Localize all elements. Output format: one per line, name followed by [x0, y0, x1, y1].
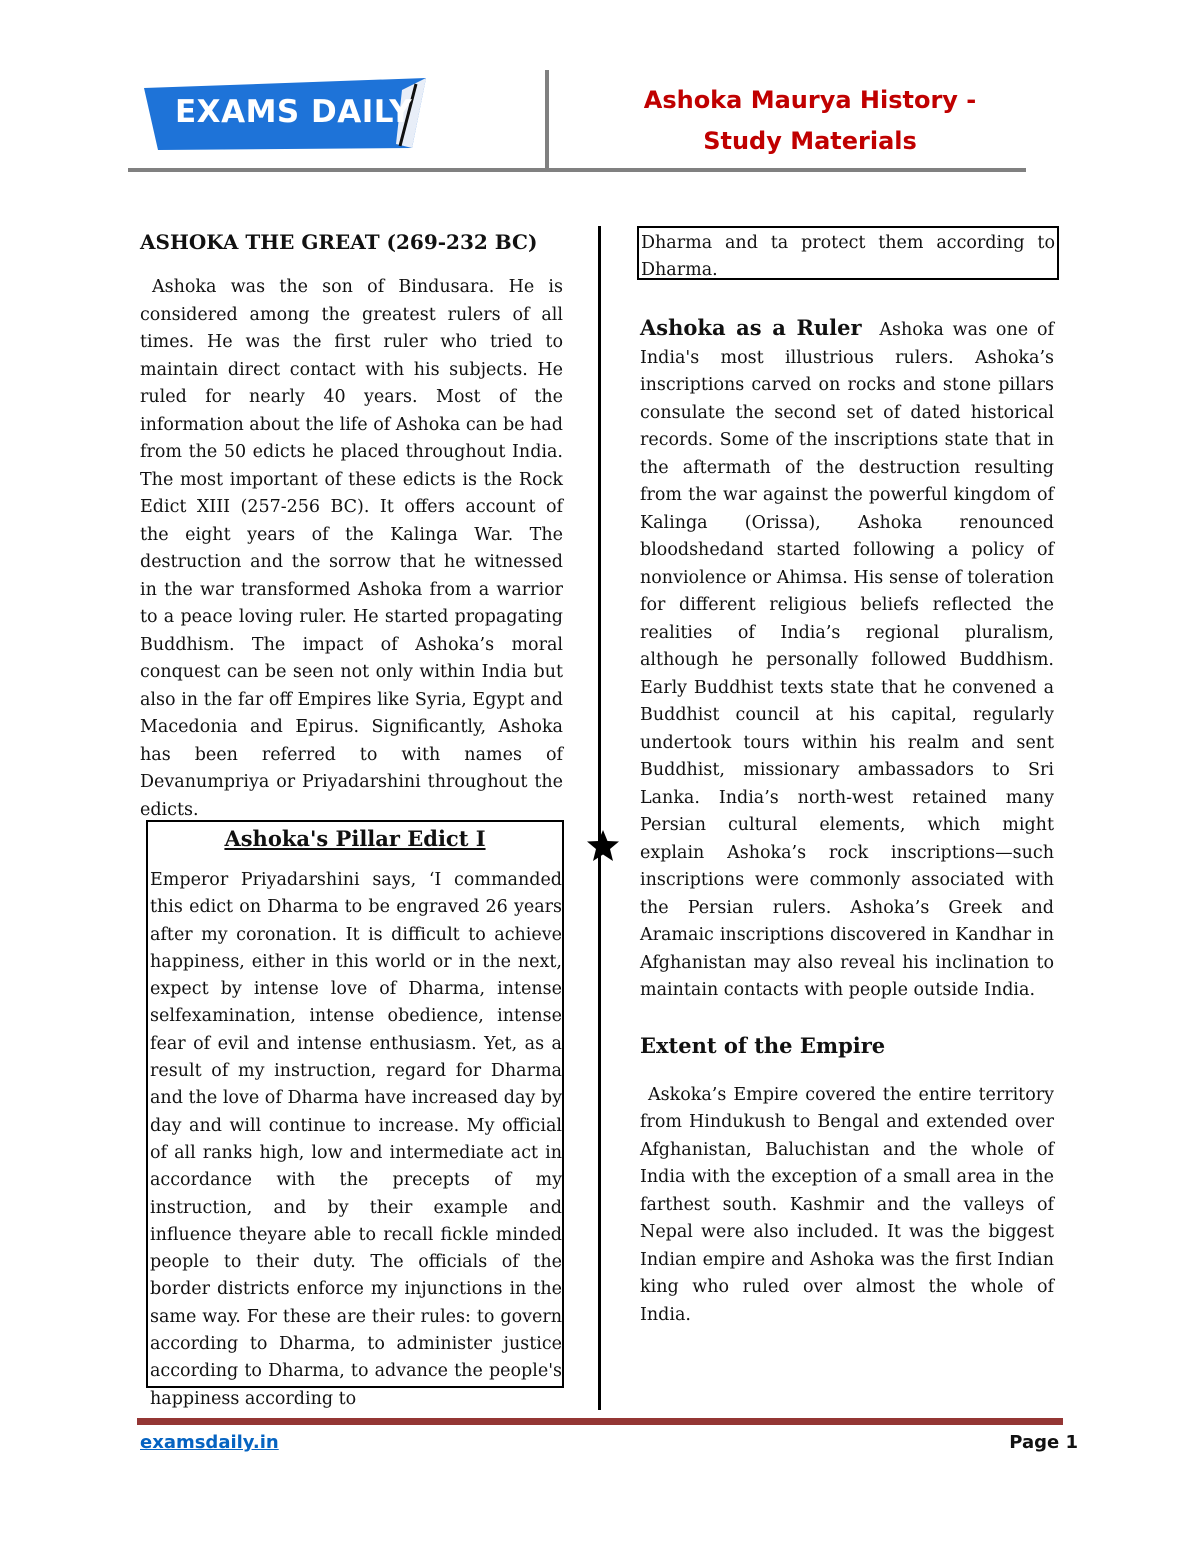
- ruler-heading: Ashoka as a Ruler: [640, 315, 862, 340]
- header-divider-vertical: [545, 70, 549, 170]
- header-divider-horizontal: [128, 168, 1026, 172]
- intro-paragraph-block: [140, 274, 563, 824]
- page-title: [600, 80, 1020, 162]
- ruler-paragraph: [640, 314, 1054, 1005]
- edict-title: Ashoka's Pillar Edict I: [224, 826, 486, 851]
- logo-text: EXAMS DAILY: [175, 94, 413, 130]
- section-heading-ashoka: ASHOKA THE GREAT (269-232 BC): [140, 230, 538, 254]
- edict-body: Emperor Priyadarshini says, ‘I commanded this edict on Dharma to be engraved 26 years after my coronation. It is difficult to achieve happiness, either in this world or in the next, expect by intense love of Dharma, intense selfexamination, intense obedience, intense fear of evil and intense enthusiasm. Yet, as a result of my instruction, regard for Dharma and the love of Dharma have increased day by day and will continue to increase. My official of all ranks high, low and intermediate act in accordance with the precepts of my instruction, and by their example and influence theyare able to recall fickle minded people to their duty. The officials of the border districts enforce my injunctions in the same way. For these are their rules: to govern according to Dharma, to administer justice according to Dharma, to advance the people's happiness according to: [150, 870, 562, 1409]
- ruler-text: Ashoka was one of India's most illustrious rulers. Ashoka’s inscriptions carved on rocks and stone pillars consulate the second set of dated historical records. Some of the inscriptions state that in the aftermath of the destruction resulting from the war against the powerful kingdom of Kalinga (Orissa), Ashoka renounced bloodshedand started following a policy of nonviolence or Ahimsa. His sense of toleration for different religious beliefs reflected the realities of India’s regional pluralism, although he personally followed Buddhism. Early Buddhist texts state that he convened a Buddhist council at his capital, regularly undertook tours within his realm and sent Buddhist, missionary ambassadors to Sri Lanka. India’s north-west retained many Persian cultural elements, which might explain Ashoka’s rock inscriptions—such inscriptions were commonly associated with the Persian rulers. Ashoka’s Greek and Aramaic inscriptions discovered in Kandhar in Afghanistan may also reveal his inclination to maintain contacts with people outside India.: [640, 320, 1054, 1000]
- extent-section: [640, 1032, 1054, 1329]
- title-line-2: Study Materials: [703, 127, 917, 155]
- ruler-section: [640, 314, 1054, 1005]
- column-divider: [598, 226, 601, 1410]
- intro-paragraph: Ashoka was the son of Bindusara. He is considered among the greatest rulers of all times. He was the first ruler who tried to maintain direct contact with his subjects. He ruled for nearly 40 years. Most of the information about the life of Ashoka can be had from the 50 edicts he placed throughout India. The most important of these edicts is the Rock Edict XIII (257-256 BC). It offers account of the eight years of the Kalinga War. The destruction and the sorrow that he witnessed in the war transformed Ashoka from a warrior to a peace loving ruler. He started propagating Buddhism. The impact of Ashoka’s moral conquest can be seen not only within India but also in the far off Empires like Syria, Egypt and Macedonia and Epirus. Significantly, Ashoka has been referred to with names of Devanumpriya or Priyadarshini throughout the edicts.: [140, 277, 563, 820]
- footer-rule: [137, 1418, 1063, 1425]
- star-icon: [585, 828, 621, 864]
- title-line-1: Ashoka Maurya History -: [643, 86, 977, 114]
- edict-continuation-box: Dharma and ta protect them according to Dharma.: [637, 226, 1059, 280]
- extent-paragraph: Askoka’s Empire covered the entire territory from Hindukush to Bengal and extended over Afghanistan, Baluchistan and the whole of India with the exception of a small area in the farthest south. Kashmir and the valleys of Nepal were also included. It was the biggest Indian empire and Ashoka was the first Indian king who ruled over almost the whole of India.: [640, 1084, 1054, 1325]
- edict-box: [146, 820, 564, 1409]
- footer-website-link[interactable]: examsdaily.in: [140, 1432, 279, 1453]
- extent-heading: Extent of the Empire: [640, 1033, 886, 1058]
- page-number: Page 1: [1009, 1432, 1078, 1453]
